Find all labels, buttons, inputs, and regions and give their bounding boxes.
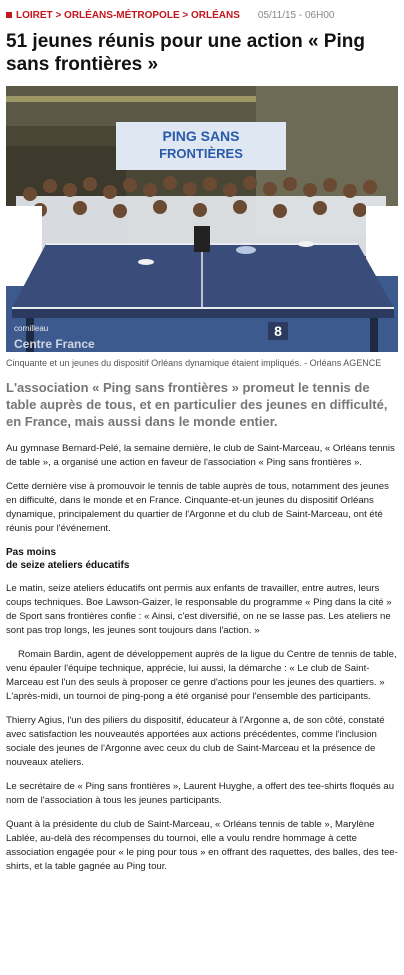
headline: 51 jeunes réunis pour une action « Ping sans frontières » [6,31,365,75]
subheading [6,546,398,572]
paragraph-6: Le secrétaire de « Ping sans frontières », Laurent Huyghe, a offert des tee-shirts floqués au nom de l'association à tous les jeunes participants. [6,781,395,806]
banner-line-2: FRONTIÈRES [159,146,243,161]
photo-caption: Cinquante et un jeunes du dispositif Orléans dynamique étaient impliqués. - Orléans AGENCE [6,358,382,368]
paragraph-7: Quant à la présidente du club de Saint-Marceau, « Orléans tennis de table », Marylène Lablée, au-delà des récompenses du tournoi, elle a voulu rendre hommage à cette association engagée pour « le ping pour tous » en offrant des raquettes, des balles, des tee-shirts, et la table gagnée au Ping tour. [6,819,398,872]
photo-illustration [6,86,398,352]
paragraph-4: Romain Bardin, agent de développement auprès de la ligue du Centre de tennis de table, venu épauler l'équipe technique, apprécie, lui aussi, la démarche : « Le club de Saint-Marceau est l'un des seuls à proposer ce genre d'actions pour les jeunes des quartiers. » L'après-midi, un tournoi de ping-pong a été organisé pour l'ensemble des participants. [6,649,397,702]
paragraph-3: Le matin, seize ateliers éducatifs ont permis aux enfants de travailler, entre autres, leurs coups techniques. Boe Lawson-Gaizer, le responsable du programme « Ping dans la cité » de Sport sans frontières confie : « Ainsi, c'est diversifié, on ne se lasse pas. Les ateliers ne sont pas trop longs, les jeunes sont toujours dans l'action. » [6,583,392,636]
subheading-line-2: de seize ateliers éducatifs [6,560,130,571]
photo-watermark: Centre France [14,337,95,351]
article-photo [6,86,398,352]
article-lead: L'association « Ping sans frontières » promeut le tennis de table auprès de tous, et en particulier des jeunes en difficulté, en France, mais aussi dans le monde entier. [6,380,388,429]
table-number: 8 [274,323,282,339]
banner-line-1: PING SANS [162,128,240,144]
table-brand: cornilleau [14,324,49,333]
publish-date: 05/11/15 - 06H00 [257,9,335,21]
paragraph-5: Thierry Agius, l'un des piliers du dispositif, éducateur à l'Argonne a, de son côté, constaté avec satisfaction les nouveautés apportées aux actions précédentes, comme l'inclusion sociale des jeunes de l'Argonne avec ceux du club de Saint-Marceau et la présence de nouveaux ateliers. [6,715,385,768]
paragraph-1: Au gymnase Bernard-Pelé, la semaine dernière, le club de Saint-Marceau, « Orléans tennis de table », a organisé une action en faveur de l'association « Ping sans frontières ». [6,443,395,468]
subheading-line-1: Pas moins [6,547,57,558]
breadcrumb [6,0,398,26]
paragraph-2: Cette dernière vise à promouvoir le tennis de table auprès de tous, notamment des jeunes en difficulté, dans le monde et en France. Cinquante-et-un jeunes du dispositif Orléans dynamique, principalement du quartier de l'Argonne et du club de Saint-Marceau, ont été réunis pour l'événement. [6,481,389,534]
section-marker [6,12,12,18]
breadcrumb-path[interactable]: LOIRET > ORLÉANS-MÉTROPOLE > ORLÉANS [16,9,240,21]
